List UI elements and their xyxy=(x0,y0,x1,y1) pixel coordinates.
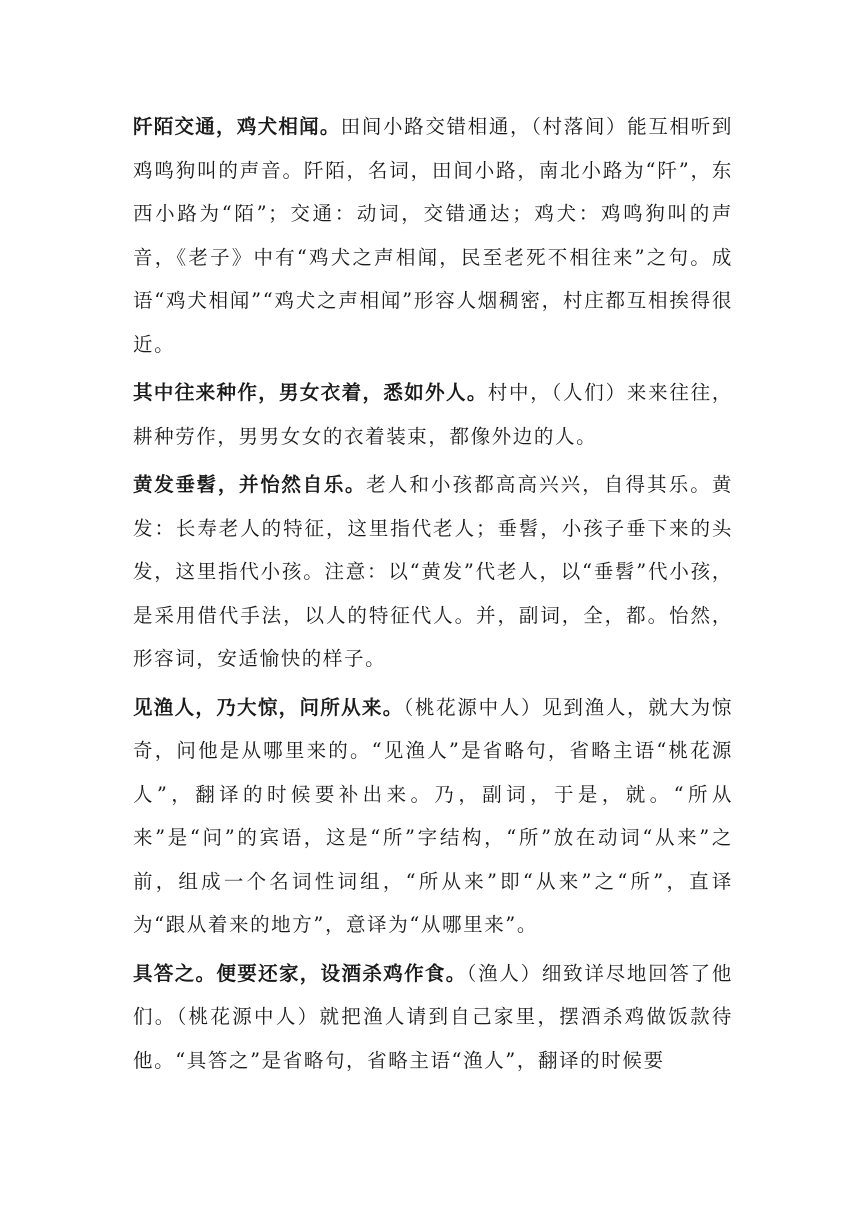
paragraph-3 xyxy=(133,463,733,681)
paragraph-5 xyxy=(133,952,733,1083)
paragraph-5-lead: 具答之。便要还家，设酒杀鸡作食。 xyxy=(133,961,467,985)
paragraph-4-text: （桃花源中人）见到渔人，就大为惊奇，问他是从哪里来的。“见渔人”是省略句，省略主语“桃花源人”，翻译的时候要补出来。乃，副词，于是，就。“所从来”是“问”的宾语，这是“所”字结构，“所”放在动词“从来”之前，组成一个名词性词组，“所从来”即“从来”之“所”，直译为“跟从着来的地方”，意译为“从哪里来”。 xyxy=(133,695,733,936)
paragraph-4-lead: 见渔人，乃大惊，问所从来。 xyxy=(133,695,404,719)
paragraph-4 xyxy=(133,686,733,947)
document-page xyxy=(133,105,733,1087)
paragraph-2-lead: 其中往来种作，男女衣着，悉如外人。 xyxy=(133,381,488,404)
paragraph-3-lead: 黄发垂髫，并怡然自乐。 xyxy=(133,473,367,496)
paragraph-5-text: （渔人）细致详尽地回答了他们。（桃花源中人）就把渔人请到自己家里，摆酒杀鸡做饭款待他。“具答之”是省略句，省略主语“渔人”，翻译的时候要 xyxy=(133,961,733,1072)
paragraph-1-lead: 阡陌交通，鸡犬相闻。 xyxy=(133,115,341,138)
paragraph-2 xyxy=(133,371,733,458)
paragraph-1 xyxy=(133,105,733,366)
paragraph-1-text: 田间小路交错相通，（村落间）能互相听到鸡鸣狗叫的声音。阡陌，名词，田间小路，南北小路为“阡”，东西小路为“陌”；交通：动词，交错通达；鸡犬：鸡鸣狗叫的声音，《老子》中有“鸡犬之声相闻，民至老死不相往来”之句。成语“鸡犬相闻”“鸡犬之声相闻”形容人烟稠密，村庄都互相挨得很近。 xyxy=(133,115,733,356)
paragraph-2-text: 村中，（人们）来来往往，耕种劳作，男男女女的衣着装束，都像外边的人。 xyxy=(133,381,733,448)
paragraph-3-text: 老人和小孩都高高兴兴，自得其乐。黄发：长寿老人的特征，这里指代老人；垂髫，小孩子垂下来的头发，这里指代小孩。注意：以“黄发”代老人，以“垂髫”代小孩，是采用借代手法，以人的特征代人。并，副词，全，都。怡然，形容词，安适愉快的样子。 xyxy=(133,473,734,670)
